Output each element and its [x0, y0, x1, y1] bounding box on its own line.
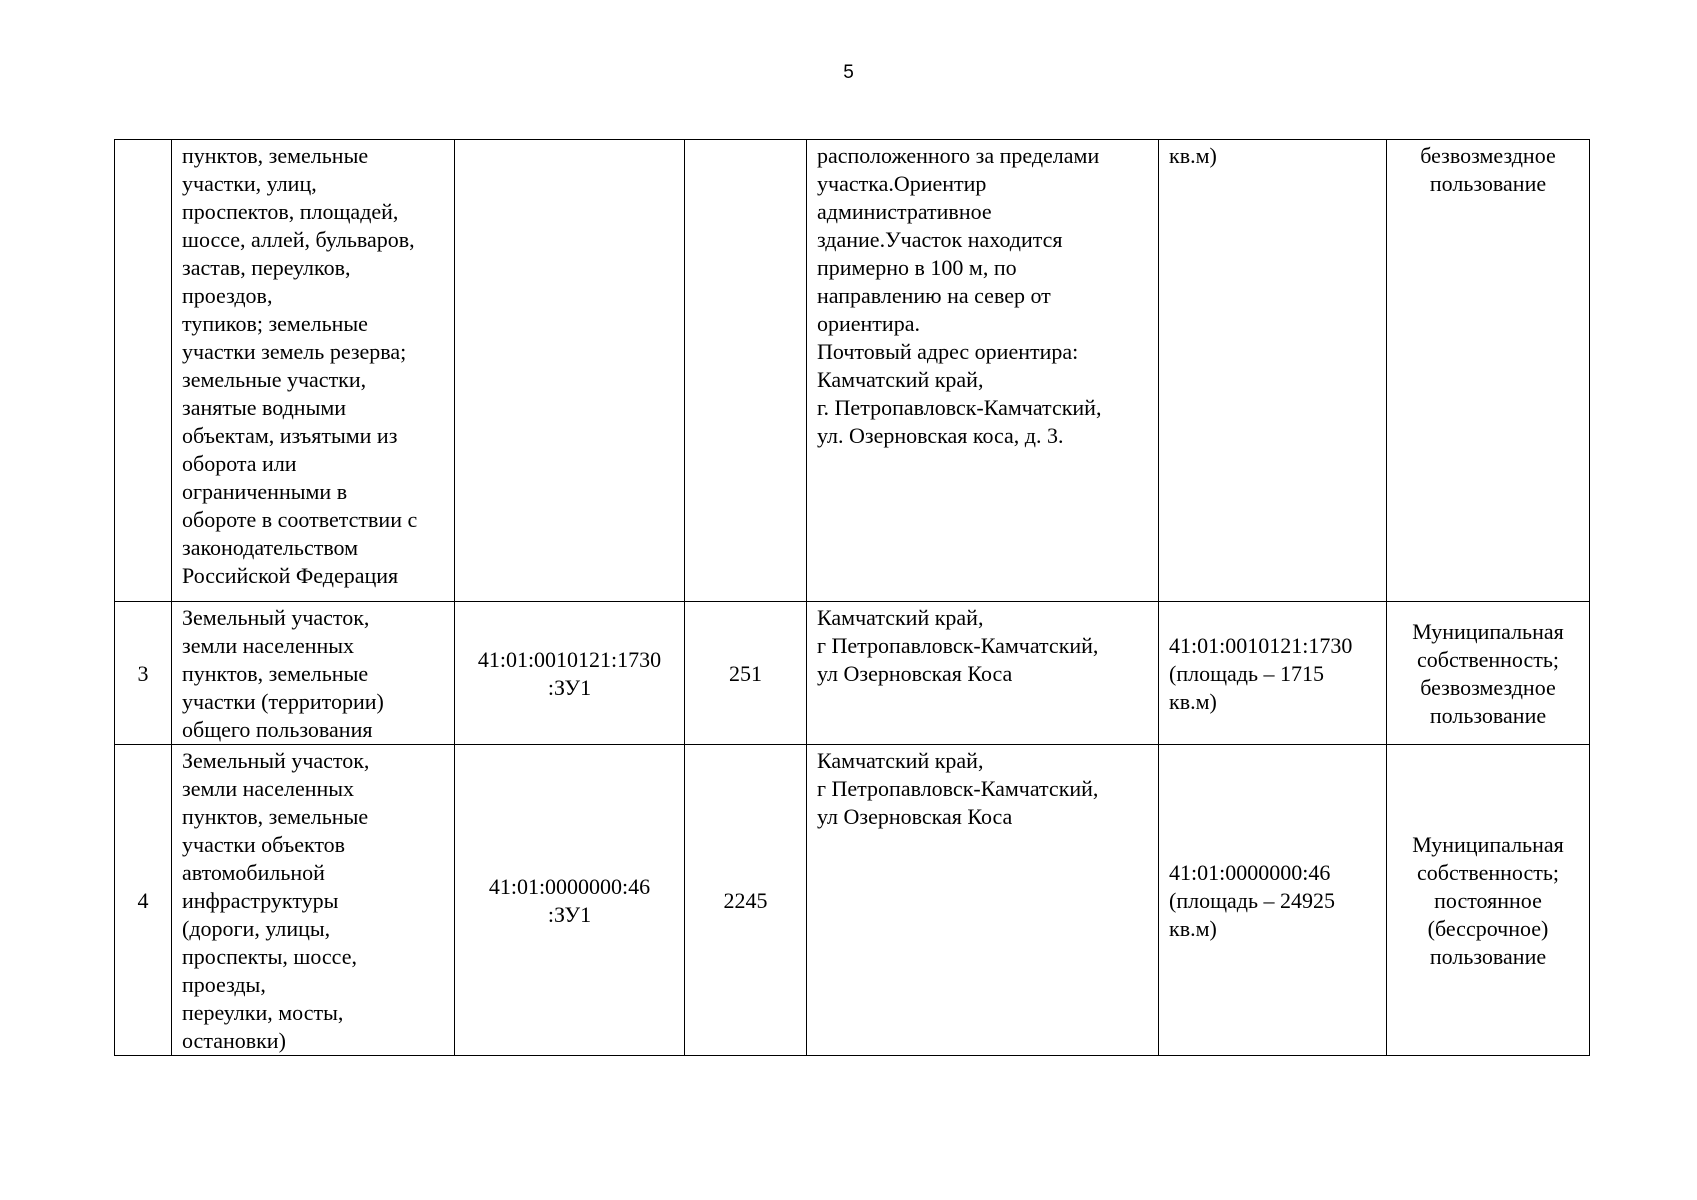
- parcel-area: 251: [685, 602, 807, 745]
- cadastral-number: 41:01:0010121:1730 :ЗУ1: [455, 602, 685, 745]
- table-row: [115, 140, 1590, 602]
- ownership-right: Муниципальная собственность; постоянное (бессрочное) пользование: [1387, 745, 1590, 1056]
- parcel-description: Земельный участок, земли населенных пунктов, земельные участки объектов автомобильной инфраструктуры (дороги, улицы, проспекты, шоссе, проезды, переулки, мосты, остановки): [172, 745, 455, 1056]
- table-row: [115, 602, 1590, 745]
- table-row: [115, 745, 1590, 1056]
- cadastral-number: [455, 140, 685, 602]
- ownership-right: Муниципальная собственность; безвозмездное пользование: [1387, 602, 1590, 745]
- parent-parcel: 41:01:0000000:46 (площадь – 24925 кв.м): [1159, 745, 1387, 1056]
- page-number: 5: [843, 62, 854, 83]
- parcel-address: Камчатский край, г Петропавловск-Камчатский, ул Озерновская Коса: [807, 745, 1159, 1056]
- parcel-area: [685, 140, 807, 602]
- cadastral-number: 41:01:0000000:46 :ЗУ1: [455, 745, 685, 1056]
- parcel-description: Земельный участок, земли населенных пунктов, земельные участки (территории) общего пользования: [172, 602, 455, 745]
- parent-parcel: кв.м): [1159, 140, 1387, 602]
- parcel-description: пунктов, земельные участки, улиц, проспектов, площадей, шоссе, аллей, бульваров, застав, переулков, проездов, тупиков; земельные участки земель резерва; земельные участки, занятые водными объектам, изъятыми из оборота или ограниченными в обороте в соответствии с законодательством Российской Федерация: [172, 140, 455, 602]
- parcel-address: расположенного за пределами участка.Ориентир административное здание.Участок находится примерно в 100 м, по направлению на север от ориентира. Почтовый адрес ориентира: Камчатский край, г. Петропавловск-Камчатский, ул. Озерновская коса, д. 3.: [807, 140, 1159, 602]
- parcel-address: Камчатский край, г Петропавловск-Камчатский, ул Озерновская Коса: [807, 602, 1159, 745]
- ownership-right: безвозмездное пользование: [1387, 140, 1590, 602]
- row-number: [115, 140, 172, 602]
- land-parcels-table: [114, 139, 1590, 1056]
- row-number: 4: [115, 745, 172, 1056]
- row-number: 3: [115, 602, 172, 745]
- parcel-area: 2245: [685, 745, 807, 1056]
- parent-parcel: 41:01:0010121:1730 (площадь – 1715 кв.м): [1159, 602, 1387, 745]
